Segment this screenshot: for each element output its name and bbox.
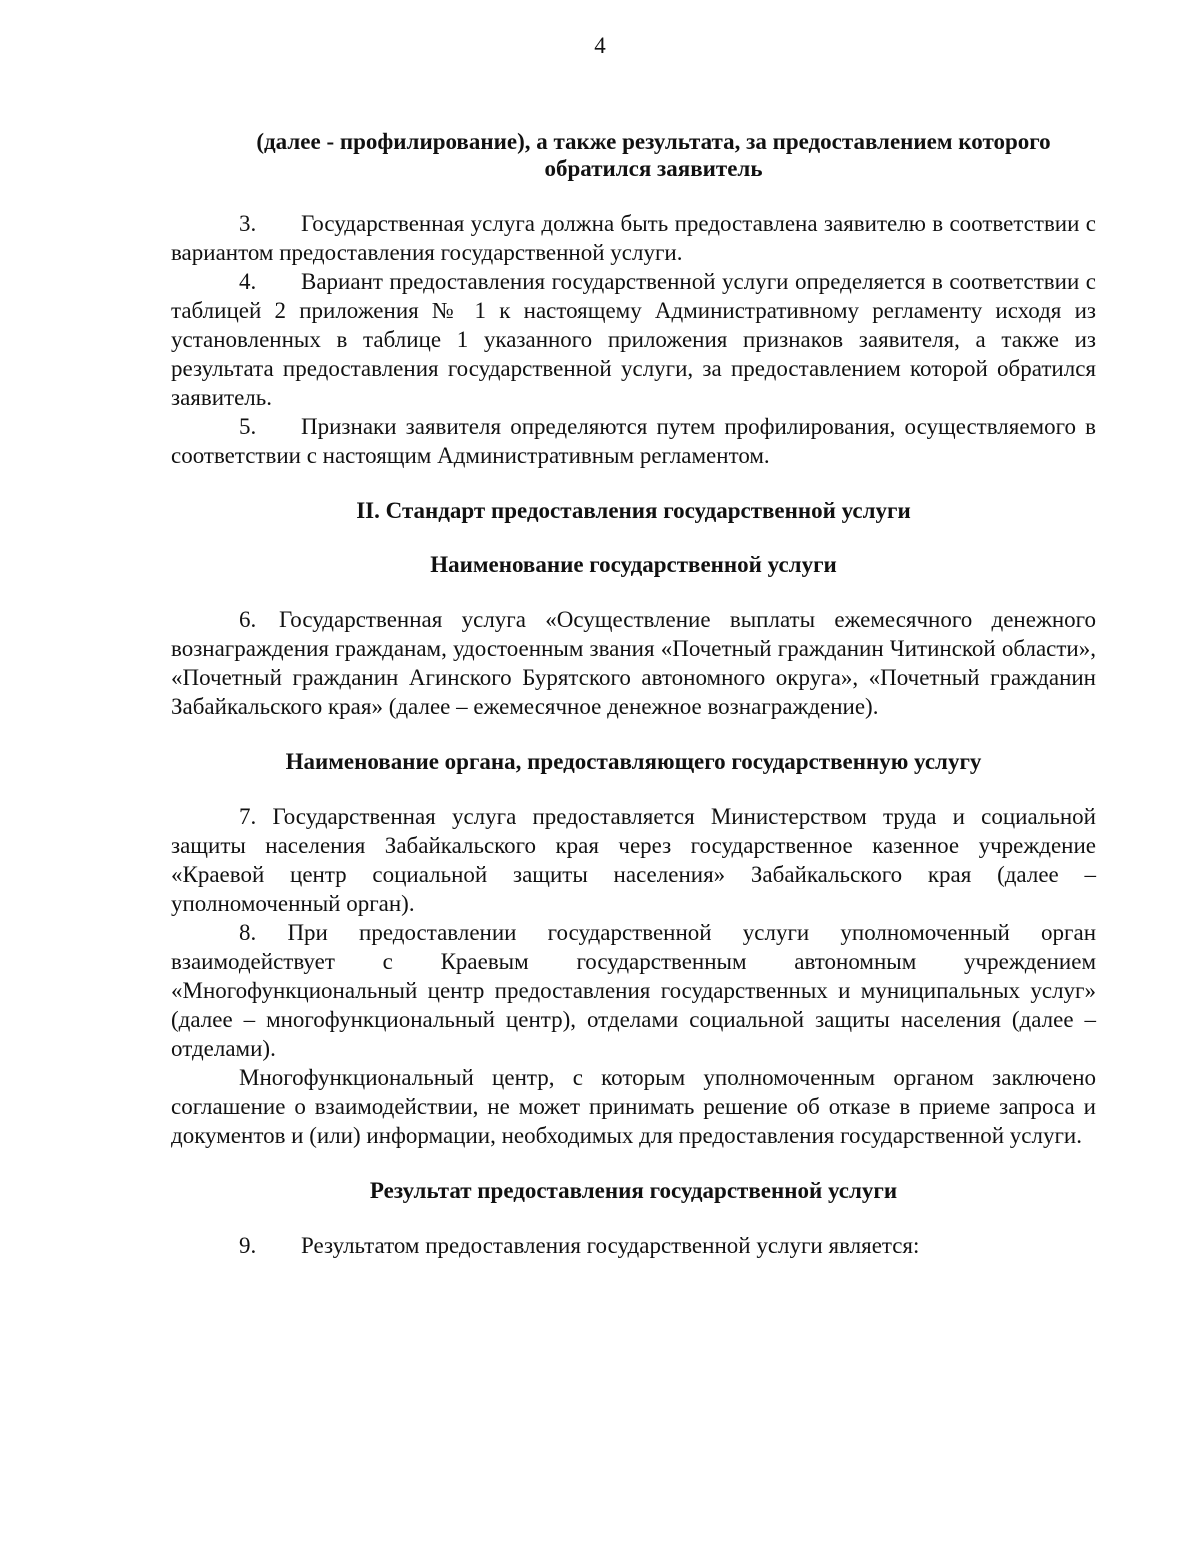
paragraph-8: 8. При предоставлении государственной услуги уполномоченный орган взаимодействует с Краевым государственным автономным учреждением «Многофункциональный центр предоставления государственных и муниципальных услуг» (далее – многофункциональный центр), отделами социальной защиты населения (далее – отделами). [171, 920, 1096, 1061]
subheading-service-result: Результат предоставления государственной услуги [369, 1178, 898, 1203]
paragraph-7: 7. Государственная услуга предоставляется Министерством труда и социальной защиты населения Забайкальского края через государственное казенное учреждение «Краевой центр социальной защиты населения» Забайкальского края (далее – уполномоченный орган). [171, 804, 1096, 916]
paragraph-number: 4. [239, 269, 257, 294]
paragraph-4 [171, 267, 1096, 412]
paragraph-text: Результатом предоставления государственной услуги является: [301, 1233, 920, 1258]
paragraph-9 [171, 1231, 1096, 1260]
subheading-authority-name: Наименование органа, предоставляющего государственную услугу [285, 749, 982, 774]
paragraph-text: Государственная услуга должна быть предоставлена заявителю в соответствии с вариантом предоставления государственной услуги. [171, 211, 1096, 265]
paragraph-text: Государственная услуга «Осуществление выплаты ежемесячного денежного вознаграждения гражданам, удостоенным звания «Почетный гражданин Читинской области», «Почетный гражданин Агинского Бурятского автономного округа», «Почетный гражданин Забайкальского края» (далее – ежемесячное денежное вознаграждение). [171, 607, 1096, 719]
paragraph-8-continued: Многофункциональный центр, с которым уполномоченным органом заключено соглашение о взаимодействии, не может принимать решение об отказе в приеме запроса и документов и (или) информации, необходимых для предоставления государственной услуги. [171, 1065, 1096, 1148]
document-body [171, 128, 1096, 1260]
paragraph-6 [171, 605, 1096, 721]
paragraph-number: 3. [239, 211, 257, 236]
paragraph-3 [171, 209, 1096, 267]
continued-heading: (далее - профилирование), а также результата, за предоставлением которого обратился заявитель [256, 129, 1051, 181]
paragraph-text: Признаки заявителя определяются путем профилирования, осуществляемого в соответствии с настоящим Административным регламентом. [171, 414, 1096, 468]
paragraph-number: 9. [239, 1233, 257, 1258]
page-number: 4 [594, 33, 606, 58]
paragraph-number: 5. [239, 414, 257, 439]
paragraph-5 [171, 412, 1096, 470]
section-heading: II. Стандарт предоставления государственной услуги [356, 498, 911, 523]
paragraph-text: Вариант предоставления государственной услуги определяется в соответствии с таблицей 2 приложения № 1 к настоящему Административному регламенту исходя из установленных в таблице 1 указанного приложения признаков заявителя, а также из результата предоставления государственной услуги, за предоставлением которой обратился заявитель. [171, 269, 1096, 410]
subheading-service-name: Наименование государственной услуги [430, 552, 837, 577]
paragraph-number: 6. [239, 607, 257, 632]
